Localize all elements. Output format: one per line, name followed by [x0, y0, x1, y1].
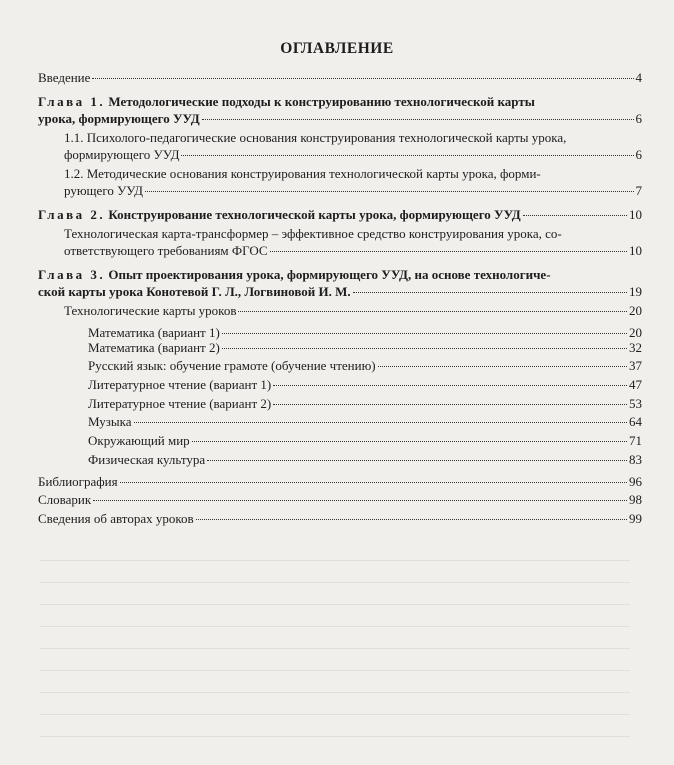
toc-page-number: 7: [635, 183, 642, 198]
toc-section-1-1-cont[interactable]: [64, 147, 642, 163]
toc-entry-label: Русский язык: обучение грамоте (обучение чтению): [88, 358, 376, 373]
toc-entry-authors[interactable]: [38, 511, 642, 527]
chapter-title-line2: урока, формирующего УУД: [38, 111, 200, 126]
toc-entry-lit2[interactable]: [88, 396, 642, 412]
toc-page-number: 96: [629, 474, 642, 489]
toc-page-number: 47: [629, 377, 642, 392]
section-title-line1: 1.2. Методические основания конструирования технологической карты урока, форми-: [64, 166, 541, 181]
toc-entry-label: Музыка: [88, 414, 132, 429]
toc-entry-pe[interactable]: [88, 452, 642, 468]
section-title-line2: рующего УУД: [64, 183, 144, 198]
toc-page-number: 19: [629, 284, 642, 299]
bleed-through-line: [40, 626, 630, 627]
toc-entry-intro[interactable]: [38, 70, 642, 86]
dot-leader: [378, 366, 627, 367]
dot-leader: [145, 191, 633, 192]
toc-entry-maps[interactable]: [64, 303, 642, 319]
dot-leader: [273, 404, 627, 405]
bleed-through-line: [40, 648, 630, 649]
toc-chapter-3-cont[interactable]: [38, 284, 642, 300]
toc-entry-label: Введение: [38, 70, 91, 85]
toc-entry-label: Технологические карты уроков: [64, 303, 237, 318]
toc-entry-glossary[interactable]: [38, 492, 642, 508]
dot-leader: [93, 500, 627, 501]
toc-section-1-2[interactable]: [64, 166, 541, 182]
toc-entry-label: Математика (вариант 1): [88, 325, 220, 340]
toc-entry-russian[interactable]: [88, 358, 642, 374]
chapter-prefix: Глава 2.: [38, 207, 106, 222]
bleed-through-line: [40, 582, 630, 583]
toc-page-number: 83: [629, 452, 642, 467]
toc-entry-music[interactable]: [88, 414, 642, 430]
section-title-line2: ответствующего требованиям ФГОС: [64, 243, 268, 258]
chapter-title-line1: Методологические подходы к конструированию технологической карты: [108, 94, 535, 109]
chapter-prefix: Глава 1.: [38, 94, 106, 109]
bleed-through-line: [40, 560, 630, 561]
toc-page-number: 20: [629, 303, 642, 318]
toc-page-number: 98: [629, 492, 642, 507]
toc-section-2-1[interactable]: [64, 226, 562, 242]
dot-leader: [120, 482, 627, 483]
toc-entry-label: Библиография: [38, 474, 118, 489]
dot-leader: [192, 441, 627, 442]
toc-entry-label: Физическая культура: [88, 452, 206, 467]
chapter-title: Конструирование технологической карты урока, формирующего УУД: [108, 207, 521, 222]
toc-entry-math1[interactable]: [88, 325, 642, 341]
dot-leader: [222, 333, 627, 334]
toc-page-number: 64: [629, 414, 642, 429]
dot-leader: [270, 251, 627, 252]
toc-page-number: 10: [629, 207, 642, 222]
toc-chapter-1-cont[interactable]: [38, 111, 642, 127]
toc-page-number: 53: [629, 396, 642, 411]
toc-chapter-3[interactable]: [38, 267, 551, 283]
toc-section-2-1-cont[interactable]: [64, 243, 642, 259]
toc-entry-label: Сведения об авторах уроков: [38, 511, 194, 526]
page-title: ОГЛАВЛЕНИЕ: [280, 40, 394, 57]
section-title-line1: 1.1. Психолого-педагогические основания конструирования технологической карты урока,: [64, 130, 567, 145]
toc-entry-label: Математика (вариант 2): [88, 340, 220, 355]
toc-section-1-1[interactable]: [64, 130, 566, 146]
toc-page-number: 71: [629, 433, 642, 448]
toc-chapter-2[interactable]: [38, 207, 642, 223]
toc-entry-math2[interactable]: [88, 340, 642, 356]
toc-page-number: 32: [629, 340, 642, 355]
dot-leader: [222, 348, 627, 349]
toc-section-1-2-cont[interactable]: [64, 183, 642, 199]
toc-page-number: 20: [629, 325, 642, 340]
section-title-line2: формирующего УУД: [64, 147, 180, 162]
bleed-through-line: [40, 714, 630, 715]
dot-leader: [273, 385, 627, 386]
toc-chapter-1[interactable]: [38, 94, 535, 110]
dot-leader: [238, 311, 627, 312]
dot-leader: [196, 519, 627, 520]
dot-leader: [353, 292, 627, 293]
dot-leader: [181, 155, 633, 156]
dot-leader: [92, 78, 633, 79]
toc-page-number: 99: [629, 511, 642, 526]
toc-entry-label: Словарик: [38, 492, 92, 507]
toc-page-number: 37: [629, 358, 642, 373]
toc-page-number: 10: [629, 243, 642, 258]
toc-entry-world[interactable]: [88, 433, 642, 449]
bleed-through-line: [40, 736, 630, 737]
toc-entry-lit1[interactable]: [88, 377, 642, 393]
section-title-line1: Технологическая карта-трансформер – эффективное средство конструирования урока, со-: [64, 226, 562, 241]
bleed-through-line: [40, 692, 630, 693]
dot-leader: [134, 422, 628, 423]
toc-entry-label: Литературное чтение (вариант 1): [88, 377, 272, 392]
toc-page-number: 6: [635, 111, 642, 126]
chapter-title-line2: ской карты урока Конотевой Г. Л., Логвиновой И. М.: [38, 284, 351, 299]
toc-entry-bibliography[interactable]: [38, 474, 642, 490]
chapter-prefix: Глава 3.: [38, 267, 106, 282]
dot-leader: [523, 215, 627, 216]
dot-leader: [202, 119, 634, 120]
toc-page-number: 6: [635, 147, 642, 162]
toc-entry-label: Литературное чтение (вариант 2): [88, 396, 272, 411]
bleed-through-line: [40, 670, 630, 671]
toc-page-number: 4: [635, 70, 642, 85]
chapter-title-line1: Опыт проектирования урока, формирующего УУД, на основе технологиче-: [108, 267, 551, 282]
dot-leader: [207, 460, 627, 461]
bleed-through-line: [40, 604, 630, 605]
toc-entry-label: Окружающий мир: [88, 433, 190, 448]
